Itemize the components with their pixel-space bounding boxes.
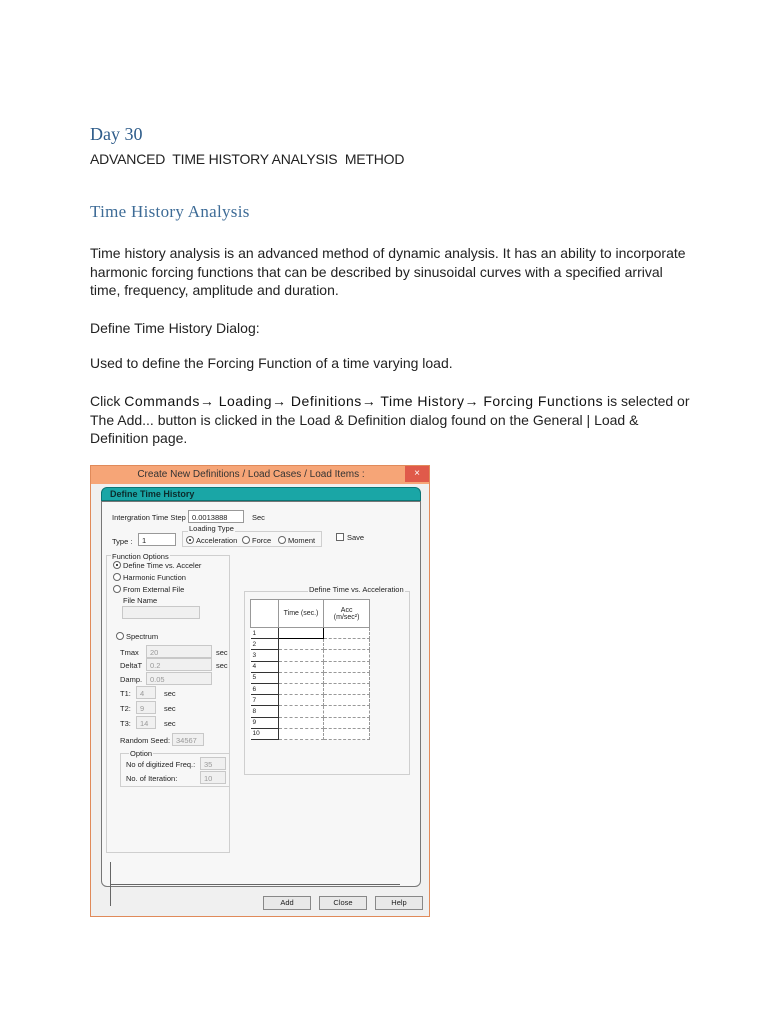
table-body (251, 628, 370, 740)
time-cell[interactable] (278, 728, 324, 739)
t3-unit: sec (164, 719, 176, 728)
radio-acceleration[interactable] (186, 536, 194, 544)
acc-cell[interactable] (324, 717, 370, 728)
acc-cell[interactable] (324, 639, 370, 650)
time-acceleration-table (250, 599, 370, 740)
paragraph-dialog-heading: Define Time History Dialog: (90, 320, 260, 336)
paragraph-command-path (90, 392, 694, 448)
row-number: 2 (251, 639, 279, 650)
paragraph-forcing-function: Used to define the Forcing Function of a time varying load. (90, 355, 453, 371)
add-button[interactable]: Add (263, 896, 311, 910)
table-row (251, 695, 370, 706)
table-row (251, 706, 370, 717)
type-label: Type : (112, 537, 133, 546)
table-header-time: Time (sec.) (278, 600, 324, 628)
table-header-row (251, 600, 370, 628)
row-number: 5 (251, 672, 279, 683)
table-row (251, 672, 370, 683)
seed-label: Random Seed: (120, 736, 171, 745)
t2-label: T2: (120, 704, 131, 713)
acc-cell[interactable] (324, 728, 370, 739)
opt-external-label: From External File (123, 585, 185, 594)
tmax-unit: sec (216, 648, 228, 657)
dialog-titlebar (91, 466, 429, 484)
acc-cell[interactable] (324, 628, 370, 639)
freq-input[interactable]: 35 (200, 757, 226, 770)
radio-harmonic[interactable] (113, 573, 121, 581)
close-button[interactable]: Close (319, 896, 367, 910)
tmax-input[interactable]: 20 (146, 645, 212, 658)
tmax-label: Tmax (120, 648, 139, 657)
time-cell[interactable] (278, 639, 324, 650)
acc-cell[interactable] (324, 706, 370, 717)
table-row (251, 717, 370, 728)
row-number: 6 (251, 683, 279, 694)
row-number: 8 (251, 706, 279, 717)
t1-label: T1: (120, 689, 131, 698)
graph-axis-horizontal (110, 884, 400, 885)
function-options-label: Function Options (112, 552, 169, 561)
file-name-label: File Name (123, 596, 158, 605)
table-caption: Define Time vs. Acceleration (309, 585, 404, 594)
close-icon[interactable]: × (405, 466, 429, 482)
acc-cell[interactable] (324, 672, 370, 683)
iter-input[interactable]: 10 (200, 771, 226, 784)
document-subtitle: ADVANCED TIME HISTORY ANALYSIS METHOD (90, 151, 405, 167)
time-cell[interactable] (278, 695, 324, 706)
iter-label: No. of Iteration: (126, 774, 178, 783)
integration-step-input[interactable]: 0.0013888 (188, 510, 244, 523)
radio-spectrum[interactable] (116, 632, 124, 640)
time-cell[interactable] (278, 628, 324, 639)
file-name-input[interactable] (122, 606, 200, 619)
radio-acceleration-label: Acceleration (196, 536, 238, 545)
radio-force-label: Force (252, 536, 272, 545)
t1-unit: sec (164, 689, 176, 698)
row-number: 1 (251, 628, 279, 639)
row-number: 7 (251, 695, 279, 706)
dialog-title: Create New Definitions / Load Cases / Load Items : (137, 469, 365, 480)
table-row (251, 728, 370, 739)
acc-cell[interactable] (324, 650, 370, 661)
deltat-input[interactable]: 0.2 (146, 658, 212, 671)
help-button[interactable]: Help (375, 896, 423, 910)
time-history-dialog (90, 465, 430, 917)
deltat-label: DeltaT (120, 661, 143, 670)
radio-define-time[interactable] (113, 561, 121, 569)
time-cell[interactable] (278, 717, 324, 728)
freq-label: No of digitized Freq.: (126, 760, 196, 769)
table-row (251, 639, 370, 650)
opt-harmonic-label: Harmonic Function (123, 573, 186, 582)
click-word: Click (90, 393, 125, 409)
save-checkbox[interactable] (336, 533, 344, 541)
damp-input[interactable]: 0.05 (146, 672, 212, 685)
deltat-unit: sec (216, 661, 228, 670)
opt-define-label: Define Time vs. Acceler (123, 561, 202, 570)
t2-unit: sec (164, 704, 176, 713)
row-number: 9 (251, 717, 279, 728)
table-header-acc (324, 600, 370, 628)
radio-moment[interactable] (278, 536, 286, 544)
table-row (251, 661, 370, 672)
t3-input[interactable]: 14 (136, 716, 156, 729)
define-time-history-panel (101, 501, 421, 887)
radio-external-file[interactable] (113, 585, 121, 593)
t2-input[interactable]: 9 (136, 701, 156, 714)
panel-tab-define-time-history[interactable] (101, 487, 421, 501)
option-label: Option (130, 749, 153, 758)
integration-unit: Sec (252, 513, 265, 522)
seed-input[interactable]: 34567 (172, 733, 204, 746)
time-cell[interactable] (278, 661, 324, 672)
panel-title: Define Time History (110, 489, 195, 499)
acc-unit: (m/sec²) (333, 613, 360, 621)
t1-input[interactable]: 4 (136, 686, 156, 699)
row-number: 3 (251, 650, 279, 661)
radio-force[interactable] (242, 536, 250, 544)
row-number: 10 (251, 728, 279, 739)
time-cell[interactable] (278, 683, 324, 694)
table-row (251, 683, 370, 694)
integration-label: Intergration Time Step (112, 513, 186, 522)
table-header-index (251, 600, 279, 628)
table-row (251, 650, 370, 661)
type-input[interactable]: 1 (138, 533, 176, 546)
save-label: Save (347, 533, 365, 542)
row-number: 4 (251, 661, 279, 672)
spectrum-label: Spectrum (126, 632, 159, 641)
section-title: Time History Analysis (90, 202, 250, 221)
table-row (251, 628, 370, 639)
acc-cell[interactable] (324, 683, 370, 694)
command-path: Commands→ Loading→ Definitions→ Time History→ Forcing Functions (124, 393, 604, 409)
time-cell[interactable] (278, 706, 324, 717)
acc-cell[interactable] (324, 661, 370, 672)
time-cell[interactable] (278, 650, 324, 661)
loading-type-label: Loading Type (189, 524, 234, 533)
acc-cell[interactable] (324, 695, 370, 706)
radio-moment-label: Moment (288, 536, 316, 545)
day-title: Day 30 (90, 124, 143, 144)
damp-label: Damp. (120, 675, 143, 684)
paragraph-rest: is selected or The Add... button is clicked in the Load & Definition dialog found on the General | Load & Definition page. (90, 393, 694, 446)
acc-label: Acc (340, 606, 353, 614)
paragraph-intro: Time history analysis is an advanced method of dynamic analysis. It has an ability to incorporate harmonic forcing functions that can be described by sinusoidal curves with a specified arrival time, frequency, amplitude and duration. (90, 245, 694, 298)
time-cell[interactable] (278, 672, 324, 683)
t3-label: T3: (120, 719, 131, 728)
